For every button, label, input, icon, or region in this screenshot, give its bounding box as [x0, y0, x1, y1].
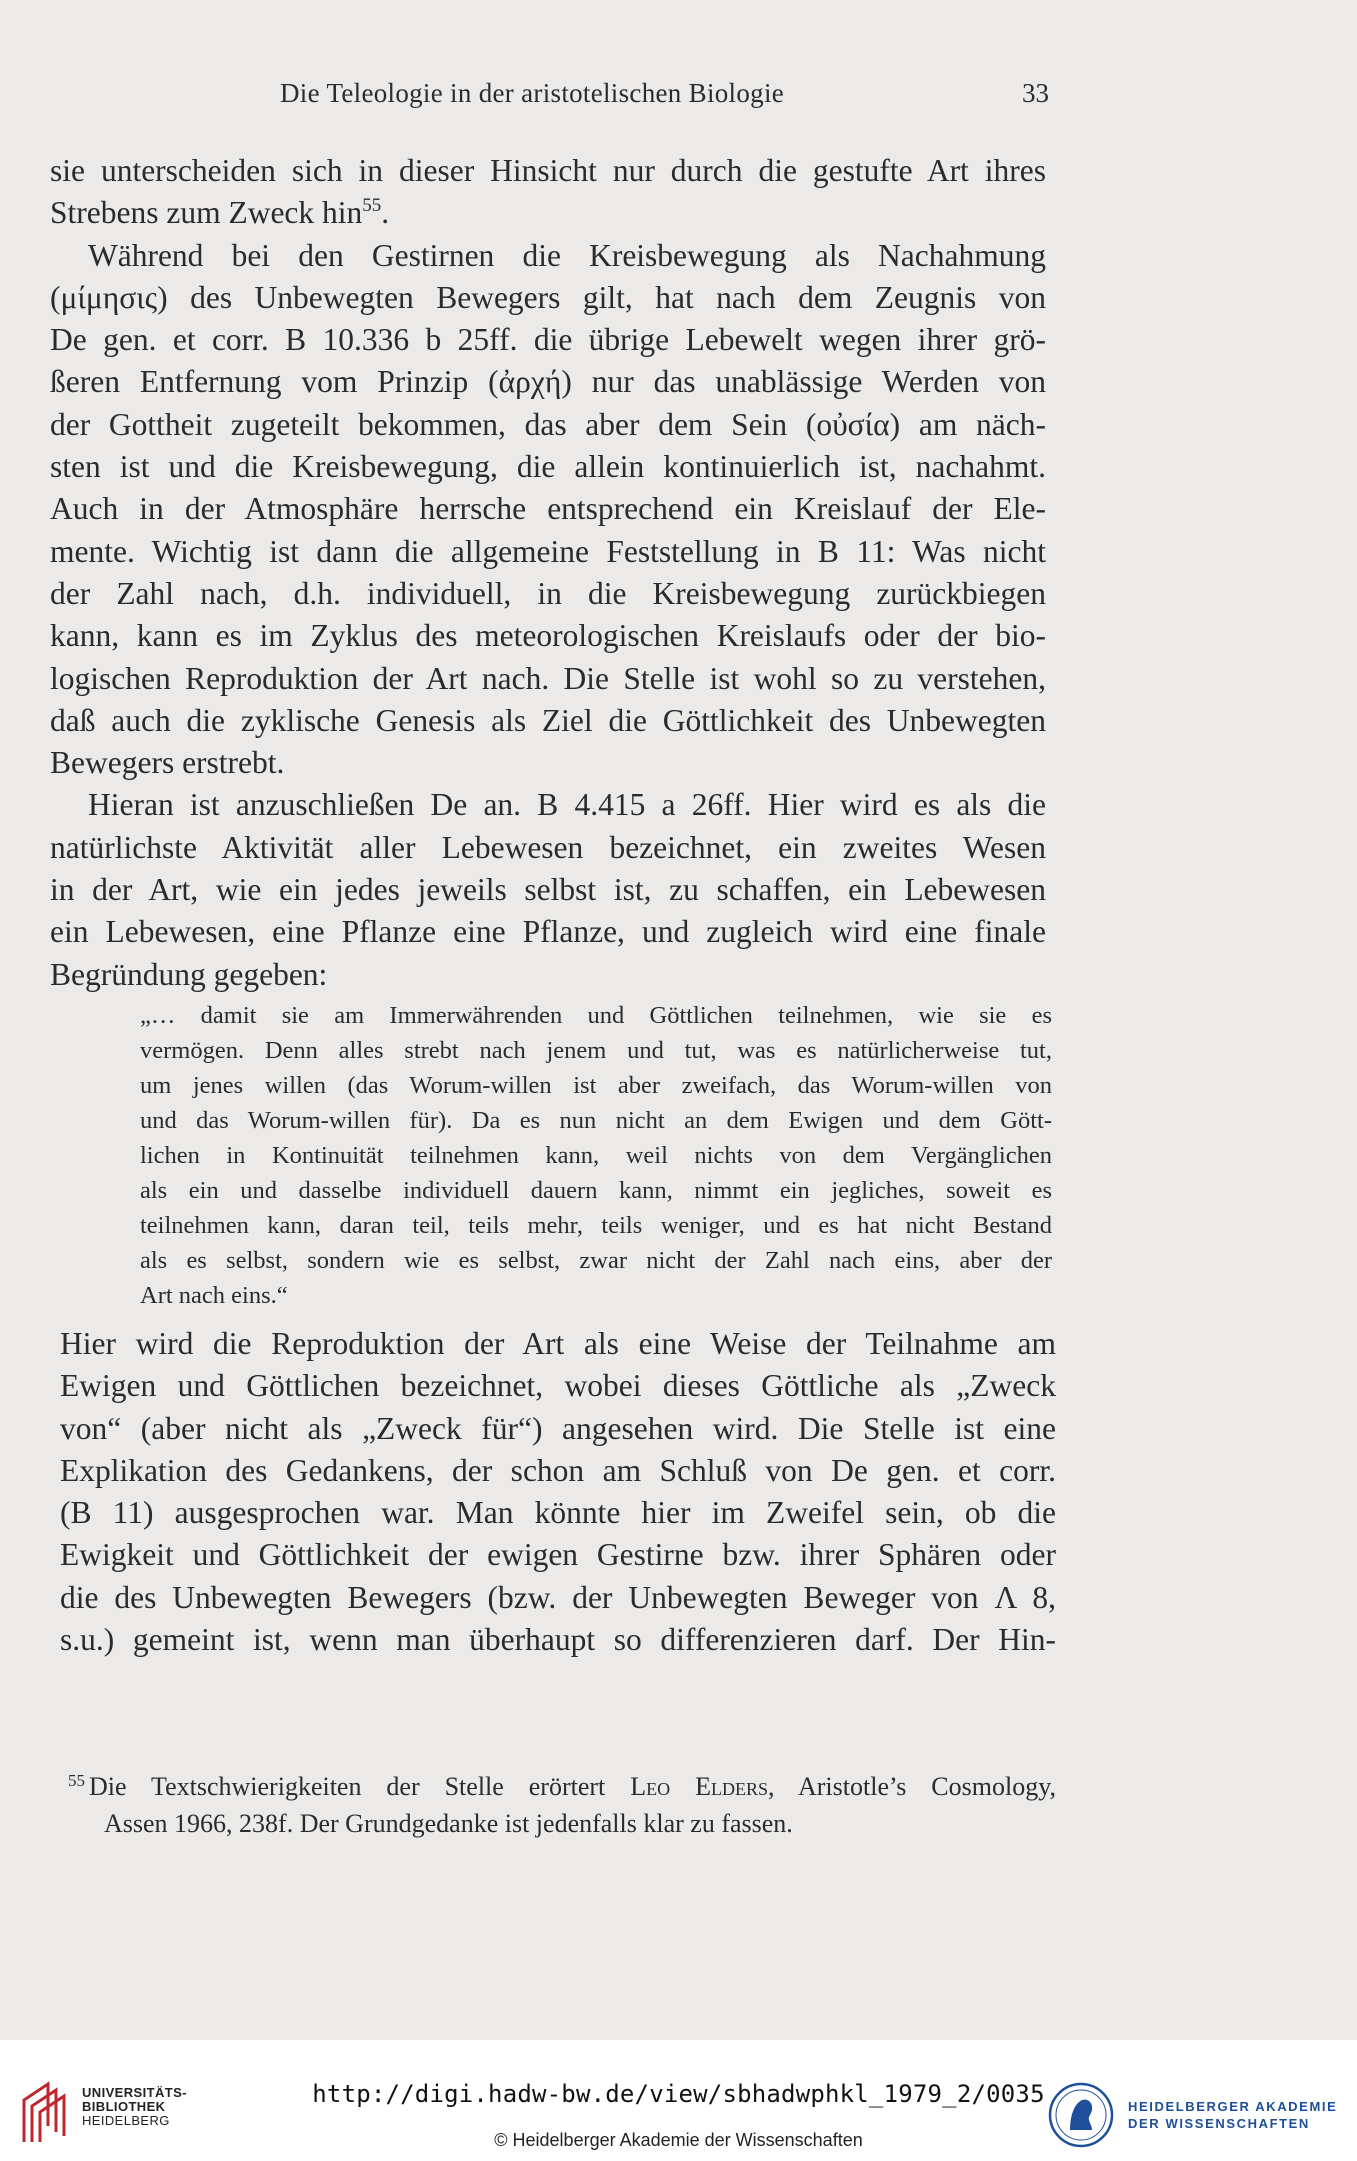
quote-line: als es selbst, sondern wie es selbst, zwar nicht der Zahl nach eins, aber der — [140, 1247, 1052, 1274]
text-line: ßeren Entfernung vom Prinzip (ἀρχή) nur das unablässige Werden von — [50, 364, 1046, 400]
text-line: logischen Reproduktion der Art nach. Die Stelle ist wohl so zu verstehen, — [50, 660, 1046, 696]
quote-line: vermögen. Denn alles strebt nach jenem und tut, was es natürlicherweise tut, — [140, 1037, 1052, 1064]
text-line: Während bei den Gestirnen die Kreisbewegung als Nachahmung — [88, 237, 1046, 273]
quote-line: Art nach eins.“ — [140, 1282, 288, 1309]
page-number: 33 — [1022, 78, 1049, 108]
text-line: kann, kann es im Zyklus des meteorologischen Kreislaufs oder der bio- — [50, 618, 1046, 654]
running-title: Die Teleologie in der aristotelischen Biologie — [280, 78, 785, 108]
text-line: ein Lebewesen, eine Pflanze eine Pflanze, und zugleich wird eine finale — [50, 914, 1046, 950]
footer-bar — [0, 2040, 1357, 2161]
text-line: Hier wird die Reproduktion der Art als eine Weise der Teilnahme am — [60, 1326, 1056, 1361]
text-line: (B 11) ausgesprochen war. Man könnte hier im Zweifel sein, ob die — [60, 1495, 1056, 1531]
text-line: Explikation des Gedankens, der schon am Schluß von De gen. et corr. — [60, 1452, 1056, 1488]
body-text-continued — [60, 1323, 1056, 1661]
text-line: in der Art, wie ein jedes jeweils selbst ist, zu schaffen, ein Lebewesen — [50, 872, 1046, 908]
quote-line: lichen in Kontinuität teilnehmen kann, weil nichts von dem Vergänglichen — [140, 1142, 1052, 1169]
text-line: Hieran ist anzuschließen De an. B 4.415 a 26ff. Hier wird es als die — [88, 787, 1046, 823]
academy-seal-icon[interactable] — [1048, 2082, 1114, 2148]
paragraph-2 — [50, 235, 1046, 785]
text-line: die des Unbewegten Bewegers (bzw. der Unbewegten Beweger von Λ 8, — [60, 1579, 1056, 1615]
text-line: Ewigen und Göttlichen bezeichnet, wobei dieses Göttliche als „Zweck — [60, 1368, 1056, 1404]
text-line: von“ (aber nicht als „Zweck für“) angesehen wird. Die Stelle ist eine — [60, 1410, 1056, 1446]
paragraph-1 — [50, 150, 1046, 235]
footnote-line: Assen 1966, 238f. Der Grundgedanke ist jedenfalls klar zu fassen. — [104, 1809, 793, 1838]
footnote — [68, 1762, 1056, 1842]
library-name-line: BIBLIOTHEK — [82, 2099, 166, 2114]
text-line: sie unterscheiden sich in dieser Hinsicht nur durch die gestufte Art ihres — [50, 153, 1046, 188]
text-line: mente. Wichtig ist dann die allgemeine Feststellung in B 11: Was nicht — [50, 533, 1046, 569]
text-line: De gen. et corr. B 10.336 b 25ff. die übrige Lebewelt wegen ihrer grö- — [50, 322, 1046, 358]
text-line: sten ist und die Kreisbewegung, die allein kontinuierlich ist, nachahmt. — [50, 449, 1046, 485]
quote-line: teilnehmen kann, daran teil, teils mehr, teils weniger, und es hat nicht Bestand — [140, 1212, 1052, 1239]
text-line: der Zahl nach, d.h. individuell, in die Kreisbewegung zurückbiegen — [50, 575, 1046, 611]
text-line: Begründung gegeben: — [50, 956, 328, 992]
library-name-line: HEIDELBERG — [82, 2113, 170, 2128]
quote-line: und das Worum-willen für). Da es nun nicht an dem Ewigen und dem Gött- — [140, 1107, 1052, 1134]
text-line: der Gottheit zugeteilt bekommen, das aber dem Sein (οὐσία) am näch- — [50, 406, 1046, 442]
paragraph-3 — [50, 784, 1046, 995]
block-quote — [140, 998, 1052, 1313]
text-line: Auch in der Atmosphäre herrsche entsprechend ein Kreislauf der Ele- — [50, 491, 1046, 527]
footnote-text: Die Textschwierigkeiten der Stelle erörtert — [89, 1772, 631, 1801]
text-line — [50, 192, 1046, 234]
text-line: daß auch die zyklische Genesis als Ziel die Göttlichkeit des Unbewegten — [50, 702, 1046, 738]
footnote-line — [68, 1762, 1056, 1805]
academy-name — [1128, 2098, 1337, 2132]
footnote-reference[interactable]: 55 — [362, 195, 382, 217]
text-line: s.u.) gemeint ist, wenn man überhaupt so differenzieren darf. Der Hin- — [60, 1622, 1056, 1658]
text-line: Bewegers erstrebt. — [50, 745, 285, 781]
text-span: Strebens zum Zweck hin — [50, 195, 363, 231]
body-text-main — [50, 150, 1046, 996]
quote-line: als ein und dasselbe individuell dauern kann, nimmt ein jegliches, soweit es — [140, 1177, 1052, 1204]
library-name-line: UNIVERSITÄTS- — [82, 2085, 187, 2100]
footnote-author: Leo Elders — [630, 1772, 768, 1801]
academy-name-line: HEIDELBERGER AKADEMIE — [1128, 2099, 1338, 2114]
text-line: Ewigkeit und Göttlichkeit der ewigen Gestirne bzw. ihrer Sphären oder — [60, 1537, 1056, 1573]
running-head — [0, 78, 1357, 114]
academy-name-line: DER WISSENSCHAFTEN — [1128, 2116, 1310, 2131]
text-line: (μίμησις) des Unbewegten Bewegers gilt, hat nach dem Zeugnis von — [50, 279, 1046, 315]
quote-line: „… damit sie am Immerwährenden und Göttlichen teilnehmen, wie sie es — [140, 1002, 1052, 1029]
document-url-link[interactable]: http://digi.hadw-bw.de/view/sbhadwphkl_1979_2/0035 — [312, 2080, 1045, 2108]
copyright-notice: © Heidelberger Akademie der Wissenschaften — [494, 2130, 863, 2150]
text-span: . — [381, 195, 390, 231]
quote-line: um jenes willen (das Worum-willen ist aber zweifach, das Worum-willen von — [140, 1072, 1052, 1099]
text-line: natürlichste Aktivität aller Lebewesen bezeichnet, ein zweites Wesen — [50, 829, 1046, 865]
footnote-number: 55 — [68, 1771, 85, 1790]
footnote-text: , Aristotle’s Cosmology, — [767, 1772, 1057, 1801]
